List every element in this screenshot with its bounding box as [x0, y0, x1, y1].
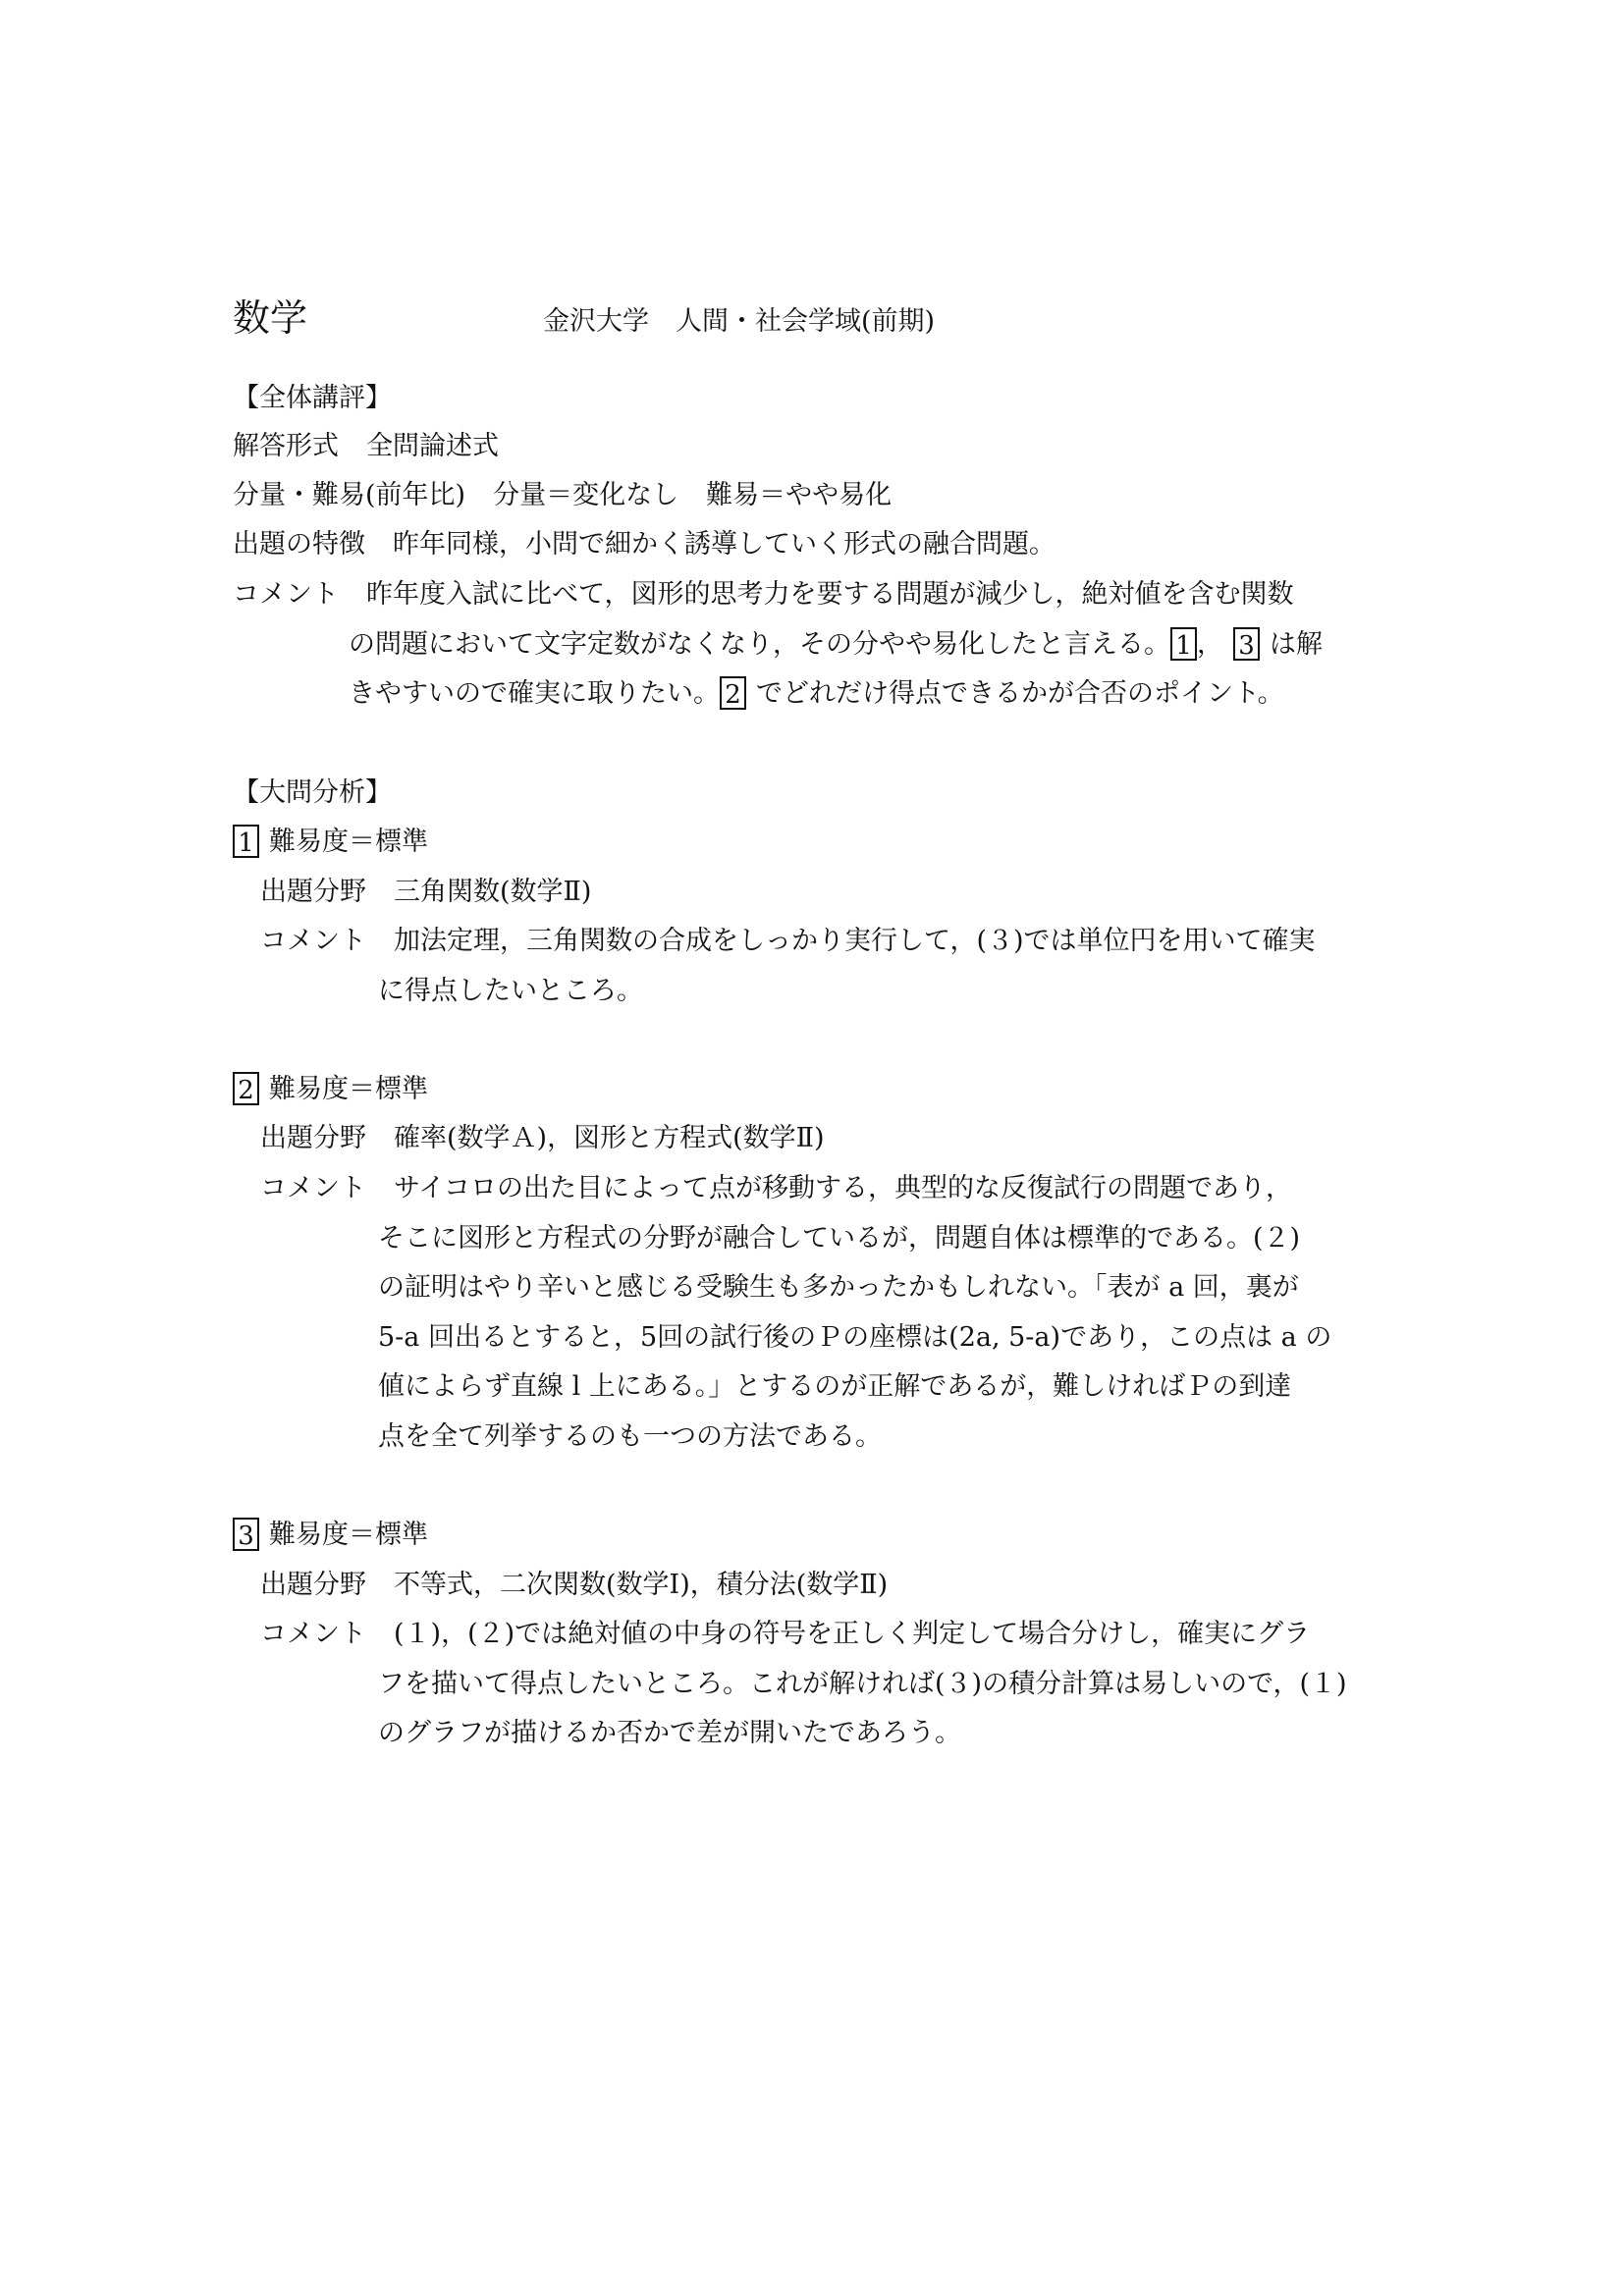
overall-comment-line-3 [349, 674, 1284, 714]
q2-comment-line-5: 値によらず直線 l 上にある。」とするのが正解であるが，難しければＰの到達 [378, 1371, 1292, 1402]
q1-field-value: 三角関数(数学Ⅱ) [394, 877, 592, 907]
q3-header [233, 1516, 428, 1555]
format-row [233, 427, 499, 466]
q2-comment-line-1 [260, 1169, 1292, 1208]
q2-number-box: 2 [233, 1072, 259, 1105]
q2-field-row [260, 1119, 825, 1158]
q2-field-value: 確率(数学Ａ)，図形と方程式(数学Ⅱ) [394, 1123, 825, 1153]
q2-comment-line-2: そこに図形と方程式の分野が融合しているが，問題自体は標準的である。(２) [378, 1223, 1301, 1254]
q2-header [233, 1070, 428, 1109]
overall-comment-text-2c: は解 [1270, 629, 1323, 660]
q2-comment-line-3: の証明はやり辛いと感じる受験生も多かったかもしれない。「表が a 回，裏が [378, 1272, 1299, 1303]
q3-comment-line-2: フを描いて得点したいところ。これが解ければ(３)の積分計算は易しいので，(１) [378, 1669, 1347, 1699]
overall-comment-line-1 [233, 575, 1293, 614]
feature-value: 昨年同様，小問で細かく誘導していく形式の融合問題。 [393, 529, 1056, 560]
q2-comment-label: コメント [260, 1173, 366, 1203]
overall-comment-text-1: 昨年度入試に比べて，図形的思考力を要する問題が減少し，絶対値を含む関数 [366, 579, 1294, 610]
q1-comment-label: コメント [260, 926, 366, 956]
analysis-heading: 【大問分析】 [233, 777, 392, 808]
q3-comment-label: コメント [260, 1619, 366, 1649]
q2-comment-text-1: サイコロの出た目によって点が移動する，典型的な反復試行の問題であり， [394, 1173, 1293, 1203]
overall-comment-line-2 [349, 625, 1323, 665]
q3-comment-line-3: のグラフが描けるか否かで差が開いたであろう。 [378, 1718, 961, 1748]
exam-name: 金沢大学 人間・社会学域(前期) [543, 306, 936, 337]
overall-comment-label: コメント [233, 579, 339, 610]
format-label: 解答形式 [233, 431, 339, 461]
q2-comment-line-4: 5-a 回出るとすると，5回の試行後のＰの座標は(2a, 5-a)であり，この点は a の [378, 1322, 1332, 1353]
q3-comment-text-1: (１)，(２)では絶対値の中身の符号を正しく判定して場合分けし，確実にグラ [394, 1619, 1311, 1649]
q1-comment-line-2: に得点したいところ。 [378, 976, 643, 1006]
q1-number-box: 1 [233, 825, 259, 858]
q3-field-value: 不等式，二次関数(数学Ⅰ)，積分法(数学Ⅱ) [394, 1570, 889, 1600]
overall-comment-text-3a: きやすいので確実に取りたい。 [349, 678, 720, 709]
feature-label: 出題の特徴 [233, 529, 365, 560]
q2-difficulty: 難易度＝標準 [269, 1074, 428, 1104]
volume-row [233, 476, 892, 515]
volume-label: 分量・難易(前年比) [233, 480, 466, 510]
question-ref-box-2: 2 [720, 676, 746, 710]
q3-number-box: 3 [233, 1518, 259, 1551]
q3-difficulty: 難易度＝標準 [269, 1520, 428, 1550]
feature-row [233, 525, 1056, 564]
question-ref-box-1: 1 [1170, 627, 1197, 661]
overall-comment-text-2a: の問題において文字定数がなくなり，その分やや易化したと言える。 [349, 629, 1170, 660]
q1-header [233, 823, 428, 862]
q2-field-label: 出題分野 [260, 1123, 366, 1153]
difficulty-value: 難易＝やや易化 [706, 480, 893, 510]
q1-comment-text-1: 加法定理，三角関数の合成をしっかり実行して，(３)では単位円を用いて確実 [394, 926, 1316, 956]
format-value: 全問論述式 [366, 431, 499, 461]
overall-comment-comma: ， [1197, 629, 1223, 660]
volume-value: 分量＝変化なし [493, 480, 679, 510]
q2-comment-line-6: 点を全て列挙するのも一つの方法である。 [378, 1421, 882, 1452]
q1-comment-line-1 [260, 922, 1316, 961]
q1-difficulty: 難易度＝標準 [269, 827, 428, 857]
subject-title: 数学 [233, 296, 308, 340]
overall-comment-text-3b: でどれだけ得点できるかが合否のポイント。 [756, 678, 1284, 709]
q3-field-row [260, 1566, 888, 1605]
overall-heading: 【全体講評】 [233, 383, 392, 413]
q3-comment-line-1 [260, 1615, 1310, 1654]
q1-field-row [260, 873, 591, 912]
question-ref-box-3: 3 [1233, 627, 1260, 661]
q3-field-label: 出題分野 [260, 1570, 366, 1600]
q1-field-label: 出題分野 [260, 877, 366, 907]
